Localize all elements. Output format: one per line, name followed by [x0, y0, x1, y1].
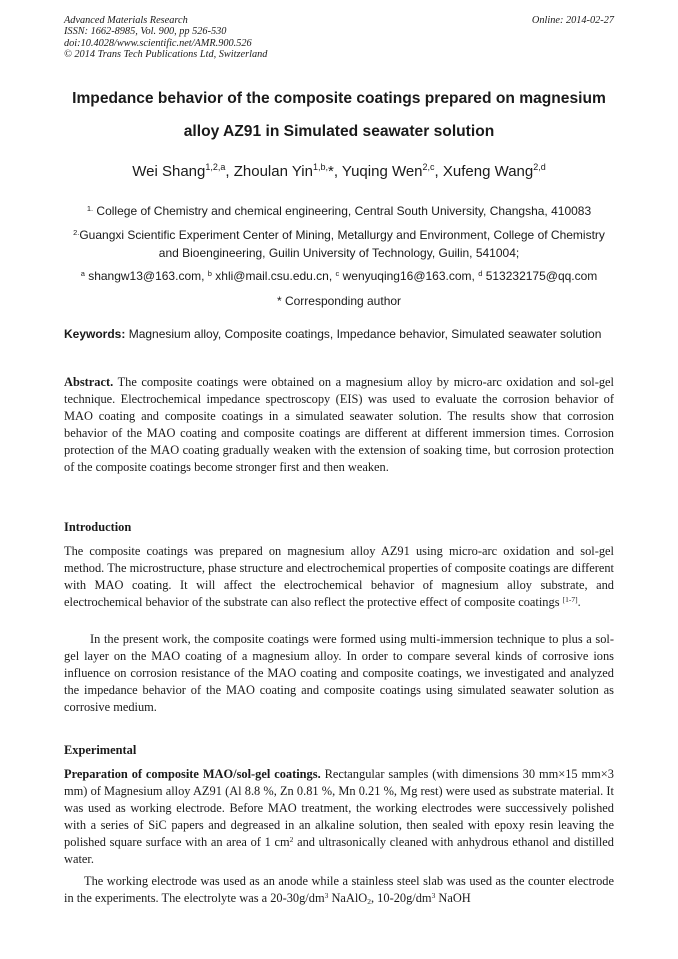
- email-text: xhli@mail.csu.edu.cn,: [211, 269, 336, 283]
- email-text: shangw13@163.com,: [84, 269, 208, 283]
- paper-title-line-2: alloy AZ91 in Simulated seawater solution: [183, 123, 495, 140]
- email-mark: b: [207, 269, 212, 278]
- journal-issn: ISSN: 1662-8985, Vol. 900, pp 526-530: [64, 26, 227, 38]
- author-separator: ,: [434, 163, 443, 180]
- email-text: wenyuqing16@163.com,: [339, 269, 479, 283]
- affiliation-2: [64, 226, 614, 262]
- superscript: 3: [324, 891, 329, 901]
- corresponding-mark: *: [327, 163, 334, 180]
- author-affiliation-mark: 2,d: [533, 162, 546, 172]
- affiliation-mark: 1.: [86, 204, 94, 213]
- paragraph-text: and ultrasonically cleaned with anhydrous ethanol and distilled water.: [64, 835, 614, 867]
- author-name: Wei Shang: [132, 163, 206, 180]
- author-name: Xufeng Wang: [442, 163, 534, 180]
- experimental-paragraph-1: [64, 766, 614, 869]
- email-text: 513232175@qq.com: [482, 269, 598, 283]
- corresponding-author-note: * Corresponding author: [276, 294, 402, 308]
- paragraph-text: NaAlO: [328, 891, 368, 906]
- author-separator: ,: [225, 163, 234, 180]
- paper-title-line-1: Impedance behavior of the composite coatings prepared on magnesium: [72, 90, 606, 107]
- author-emails: [64, 267, 614, 285]
- paragraph-text: NaOH: [435, 891, 471, 906]
- abstract-label: Abstract.: [64, 375, 114, 389]
- author-affiliation-mark: 1,2,a: [205, 162, 226, 172]
- journal-name: Advanced Materials Research: [64, 15, 188, 26]
- affiliation-1: [64, 202, 614, 220]
- paragraph-text: , 10-20g/dm: [370, 891, 432, 906]
- author-list: [40, 163, 638, 180]
- superscript: 2: [289, 835, 294, 845]
- introduction-paragraph-2: In the present work, the composite coatings were formed using multi-immersion technique to plus a sol-gel layer on the MAO coating of a magnesium alloy. In order to compare several kinds of corrosive ions influence on corrosion resistance of the MAO coating and composite coatings, we investigated and analyzed the impedance behavior of the MAO coating and composite coatings using simulated seawater solution as corrosive medium.: [64, 632, 614, 715]
- email-mark: a: [80, 269, 85, 278]
- citation: [1-7]: [562, 595, 578, 605]
- subsection-heading: Preparation of composite MAO/sol-gel coatings.: [64, 767, 321, 781]
- superscript: 3: [431, 891, 436, 901]
- keywords-text: Magnesium alloy, Composite coatings, Impedance behavior, Simulated seawater solution: [125, 327, 602, 341]
- journal-header: [64, 15, 267, 60]
- author-affiliation-mark: 1,b,: [312, 162, 328, 172]
- keywords: [64, 326, 614, 343]
- journal-copyright: © 2014 Trans Tech Publications Ltd, Switzerland: [64, 48, 268, 60]
- author-name: Yuqing Wen: [341, 163, 423, 180]
- section-heading-experimental: Experimental: [64, 743, 137, 757]
- paragraph-text: Rectangular samples (with dimensions 30 mm×15 mm×3 mm) of Magnesium alloy AZ91 (Al 8.8 %, Zn 0.81 %, Mn 0.21 %, Mg rest) were used as substrate material. It was used as working electrode. Before MAO treatment, the working electrodes were successively polished with a series of SiC papers and degreased in an alkaline solution, then sealed with epoxy resin leaving the polished square surface with an area of 1 cm: [64, 767, 614, 850]
- experimental-paragraph-2: [64, 873, 614, 907]
- introduction-paragraph-1: [64, 543, 614, 611]
- paragraph-text: .: [577, 595, 581, 610]
- author-separator: ,: [333, 163, 342, 180]
- paragraph-text: The working electrode was used as an anode while a stainless steel slab was used as the counter electrode in the experiments. The electrolyte was a 20-30g/dm: [64, 874, 614, 906]
- keywords-label: Keywords:: [64, 327, 126, 341]
- abstract-text: The composite coatings were obtained on a magnesium alloy by micro-arc oxidation and sol-gel technique. Electrochemical impedance spectroscopy (EIS) was used to evaluate the corrosion behavior of MAO coating and composite coatings in a simulated seawater solution. The results show that corrosion behavior of the MAO coating and composite coatings are different at different immersion times. Corrosion protection of the MAO coating gradually weaken with the extension of soaking time, but corrosion protection of the composite coatings become stronger first and then weaken.: [64, 375, 614, 475]
- affiliation-text: College of Chemistry and chemical engineering, Central South University, Changsha, 410083: [93, 204, 592, 218]
- affiliation-text: Guangxi Scientific Experiment Center of Mining, Metallurgy and Environment, College of Chemistry and Bioengineering, Guilin University of Technology, Guilin, 541004;: [79, 228, 605, 260]
- email-mark: d: [478, 269, 483, 278]
- journal-doi: doi:10.4028/www.scientific.net/AMR.900.526: [64, 37, 252, 49]
- author-affiliation-mark: 2,c: [422, 162, 435, 172]
- abstract: [64, 374, 614, 477]
- subscript: 2: [367, 897, 371, 907]
- email-mark: c: [335, 269, 340, 278]
- affiliation-mark: 2.: [73, 228, 80, 237]
- paragraph-text: The composite coatings was prepared on magnesium alloy AZ91 using micro-arc oxidation and sol-gel method. The microstructure, phase structure and electrochemical properties of composite coatings are different with MAO coating. It will affect the electrochemical behavior of magnesium alloy substrate, and electrochemical behavior of the substrate can also reflect the protective effect of composite coatings: [64, 544, 614, 610]
- section-heading-introduction: Introduction: [64, 520, 132, 534]
- online-date: Online: 2014-02-27: [531, 15, 614, 26]
- author-name: Zhoulan Yin: [233, 163, 313, 180]
